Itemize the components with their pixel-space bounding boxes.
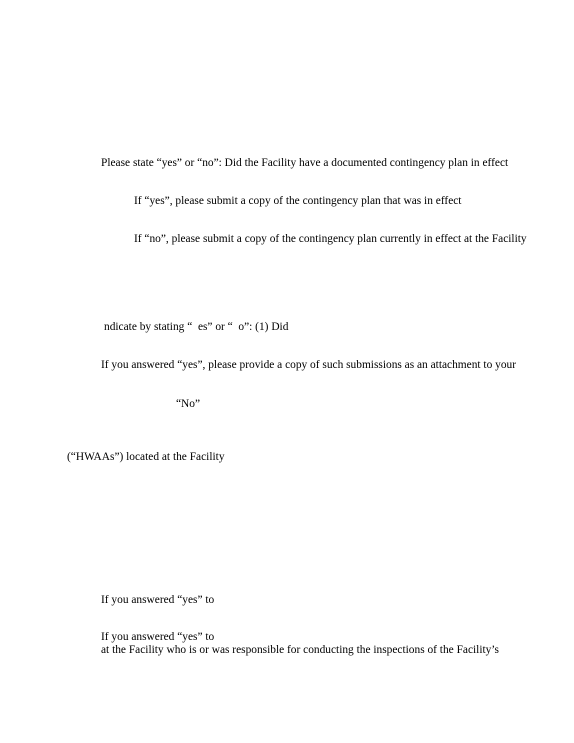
text-line-hwaas: (“HWAAs”) located at the Facility [67,451,225,463]
text-line-if-no-submit: If “no”, please submit a copy of the contingency plan currently in effect at the Facility [134,233,527,245]
text-line-indicate-by-stating: ndicate by stating “ es” or “ o”: (1) Did [104,321,289,333]
text-line-if-yes-submit: If “yes”, please submit a copy of the contingency plan that was in effect [134,195,462,207]
text-line-no: “No” [176,398,201,410]
text-line-answered-yes-2: If you answered “yes” to [101,631,215,643]
text-line-answered-yes-1: If you answered “yes” to [101,594,215,606]
text-line-submissions-attachment: If you answered “yes”, please provide a copy of such submissions as an attachment to your [101,359,517,371]
text-line-responsible-inspections: at the Facility who is or was responsible for conducting the inspections of the Facility’s [101,644,499,656]
text-line-contingency-question: Please state “yes” or “no”: Did the Facility have a documented contingency plan in effect [101,157,509,169]
